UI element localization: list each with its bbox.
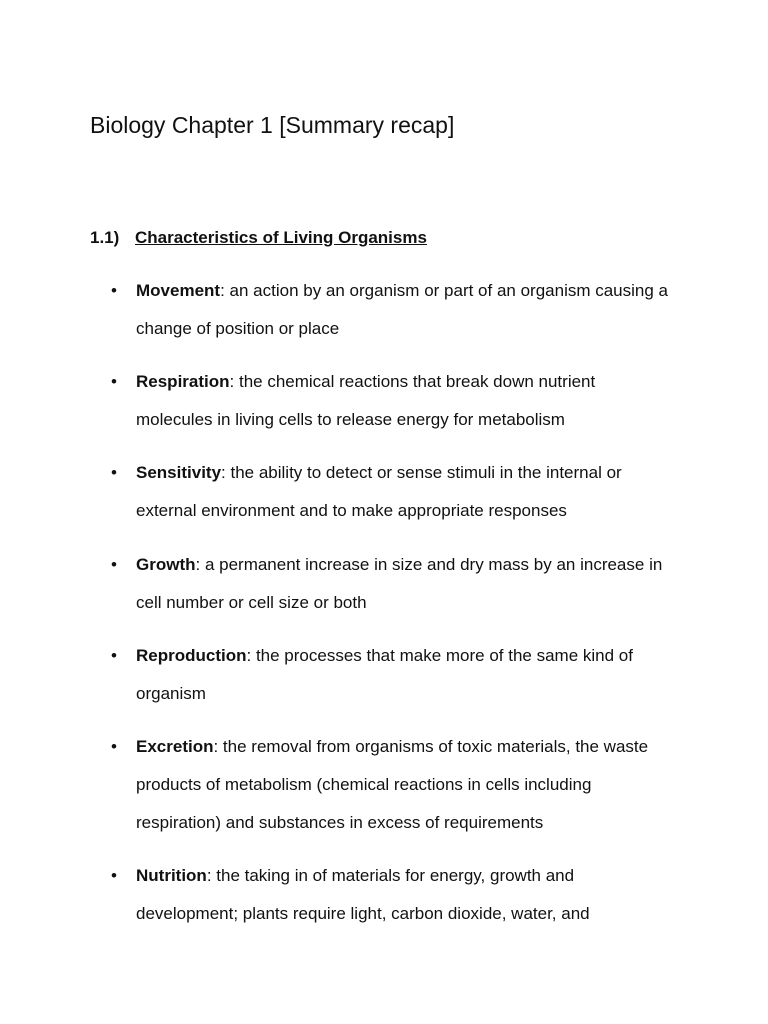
bullet-icon: • — [111, 646, 117, 665]
list-item-excretion — [111, 728, 671, 842]
term-definition: : an action by an organism or part of an organism causing a change of position or place — [136, 281, 668, 338]
section-number: 1.1) — [90, 228, 120, 247]
list-item-text — [136, 363, 671, 439]
term-definition: : the chemical reactions that break down nutrient molecules in living cells to release energy for metabolism — [136, 372, 596, 429]
list-item-growth — [111, 546, 671, 622]
bullet-icon: • — [111, 555, 117, 574]
term-definition: : the taking in of materials for energy, growth and development; plants require light, carbon dioxide, water, and — [136, 866, 590, 923]
term-definition: : the processes that make more of the same kind of organism — [136, 646, 633, 703]
term-label: Nutrition — [136, 866, 207, 885]
list-item-text — [136, 546, 671, 622]
list-item-movement — [111, 272, 671, 348]
term-label: Sensitivity — [136, 463, 222, 482]
list-item-text — [136, 728, 671, 842]
term-label: Growth — [136, 555, 196, 574]
bullet-icon: • — [111, 372, 117, 391]
list-item-text — [136, 857, 671, 933]
list-item-reproduction — [111, 637, 671, 713]
list-item-sensitivity — [111, 454, 671, 530]
term-definition: : a permanent increase in size and dry mass by an increase in cell number or cell size or both — [136, 555, 663, 612]
list-item-nutrition — [111, 857, 671, 933]
bullet-icon: • — [111, 866, 117, 885]
term-label: Movement — [136, 281, 221, 300]
list-item-text — [136, 272, 671, 348]
term-label: Excretion — [136, 737, 214, 756]
section-title: Characteristics of Living Organisms — [135, 228, 427, 247]
list-item-text — [136, 637, 671, 713]
list-item-respiration — [111, 363, 671, 439]
document-title: Biology Chapter 1 [Summary recap] — [90, 112, 455, 138]
bullet-icon: • — [111, 281, 117, 300]
bullet-icon: • — [111, 463, 117, 482]
term-definition: : the removal from organisms of toxic materials, the waste products of metabolism (chemical reactions in cells including respiration) and substances in excess of requirements — [136, 737, 649, 832]
term-label: Respiration — [136, 372, 230, 391]
bullet-icon: • — [111, 737, 117, 756]
section-heading — [90, 226, 427, 250]
list-item-text — [136, 454, 671, 530]
term-definition: : the ability to detect or sense stimuli in the internal or external environment and to make appropriate responses — [136, 463, 622, 520]
term-label: Reproduction — [136, 646, 247, 665]
